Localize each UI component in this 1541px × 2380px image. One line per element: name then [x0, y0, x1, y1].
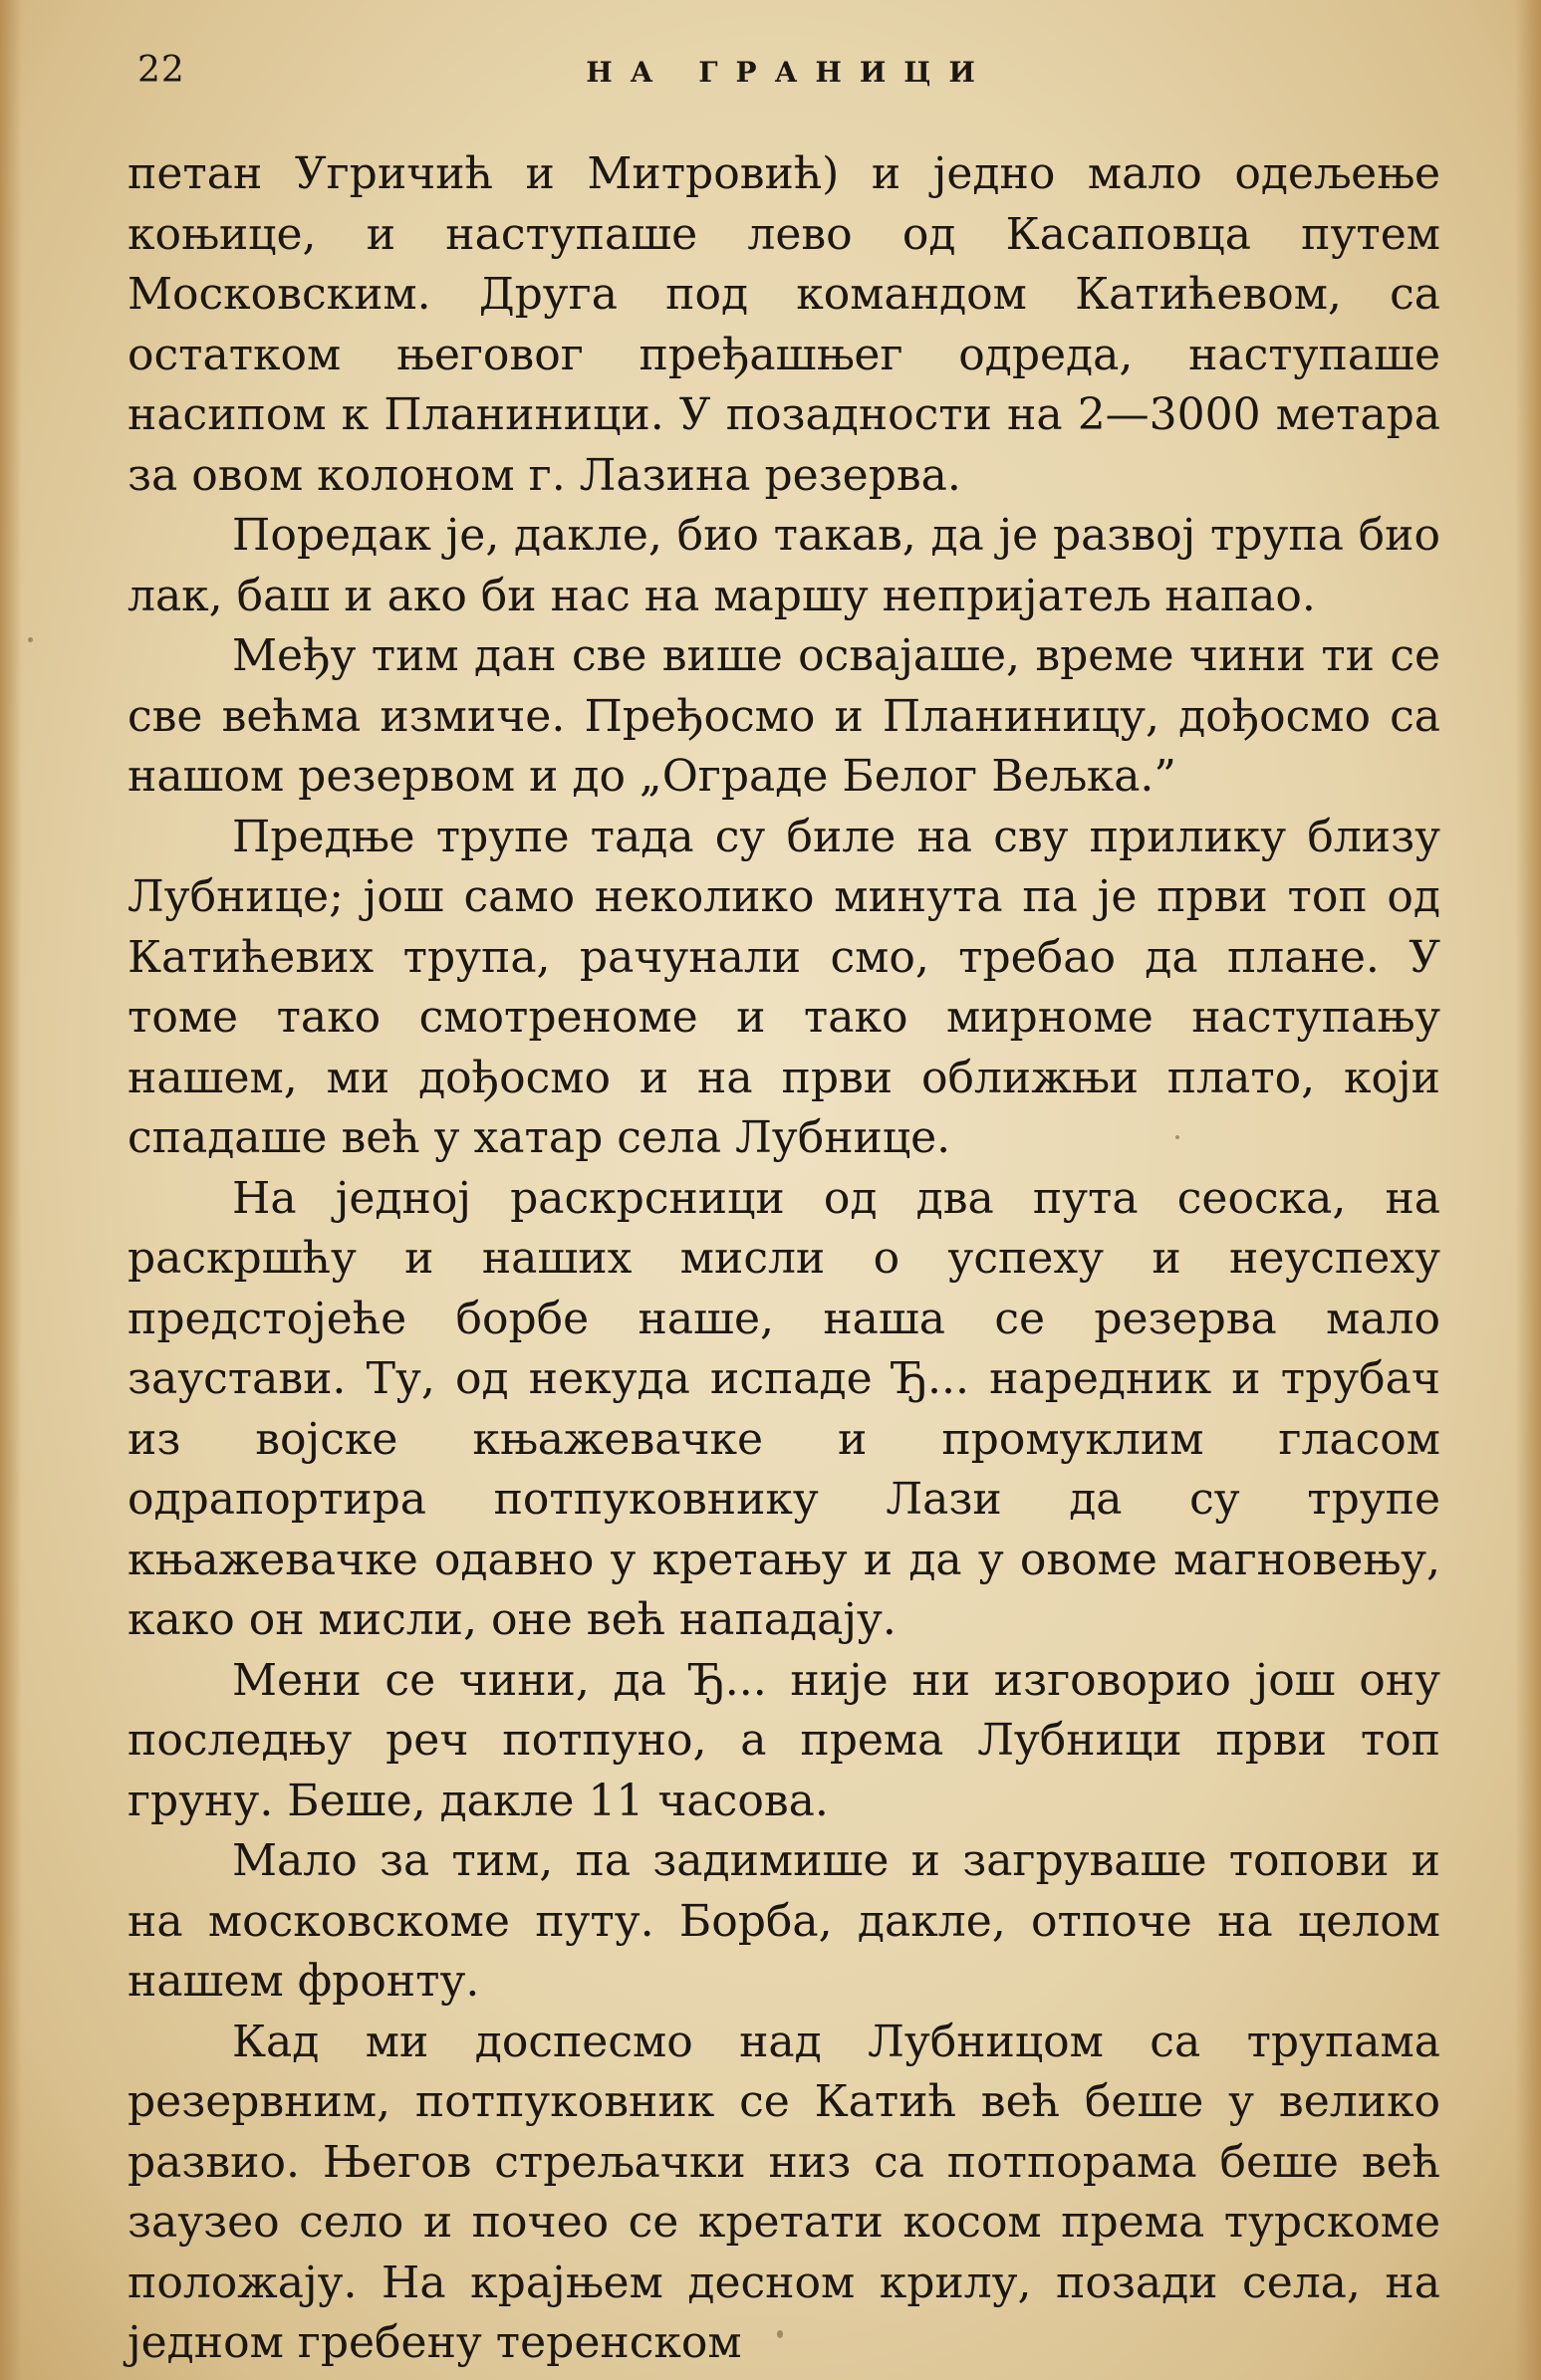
page-header — [137, 50, 1441, 110]
paragraph-3: Међу тим дан све више освајаше, време чини ти се све већма измиче. Пређосмо и Планиницу, дођосмо са нашом резервом и до „Ограде Белог Вељка.” — [128, 630, 1440, 802]
paragraph-2: Поредак је, дакле, био такав, да је развој трупа био лак, баш и ако би нас на маршу непријатељ напао. — [128, 510, 1440, 621]
page-edge-right — [1515, 0, 1541, 2380]
paragraph-8: Кад ми доспесмо над Лубницом са трупама резервним, потпуковник се Катић већ беше у велико развио. Његов стрељачки низ са потпорама беше већ заузео село и почео се кретати косом према турскоме положају. На крајњем десном крилу, позади села, на једном гребену теренском — [128, 2016, 1440, 2368]
paragraph-7: Мало за тим, па задимише и загрувaше топови и на московскоме путу. Борба, дакле, отпоче на целом нашем фронту. — [128, 1835, 1440, 2007]
paper-speck — [28, 637, 33, 642]
paragraph-5: На једној раскрсници од два пута сеоска, на раскршћу и наших мисли о успеху и неуспеху предстојеће борбе наше, наша се резерва мало заустави. Ту, од некуда испаде Ђ... наредник и трубач из војске књажевачке и промуклим гласом одрапортира потпуковнику Лази да су трупе књажевачке одавно у кретању и да у овоме магновењу, како он мисли, оне већ нападају. — [128, 1172, 1440, 1645]
running-title: НА ГРАНИЦИ — [586, 56, 993, 89]
paragraph-1: петан Угричић и Митровић) и једно мало одељење коњице, и наступаше лево од Касаповца путем Московским. Друга под командом Катићевом, са остатком његовог пређашњег одреда, наступаше насипом к Планиници. У позадности на 2—3000 метара за овом колоном г. Лазина резерва. — [128, 148, 1440, 501]
paper-speck — [1175, 1135, 1179, 1139]
page-edge-left — [0, 0, 22, 2380]
paragraph-4: Предње трупе тада су биле на сву прилику близу Лубнице; још само неколико минута па је први топ од Катићевих трупа, рачунали смо, требао да плане. У томе тако смотреноме и тако мирноме наступању нашем, ми дођосмо и на први оближњи плато, који спадаше већ у хатар села Лубнице. — [128, 811, 1440, 1163]
page-number: 22 — [137, 50, 185, 91]
body-text — [128, 144, 1440, 2374]
paragraph-6: Мени се чини, да Ђ... није ни изговорио још ону последњу реч потпуно, а према Лубници први топ груну. Беше, дакле 11 часова. — [128, 1654, 1440, 1826]
paper-speck — [777, 2330, 783, 2338]
